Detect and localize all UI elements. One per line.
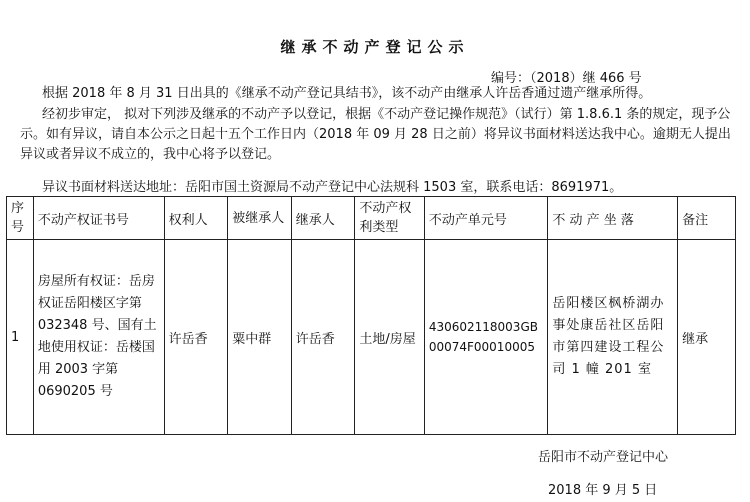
- table-header-row: [7, 197, 736, 240]
- cell-deceased: 粟中群: [228, 240, 292, 435]
- cell-location: 岳阳楼区枫桥湖办事处康岳社区岳阳市第四建设工程公司 1 幢 201 室: [548, 240, 678, 435]
- notice-title: 继承不动产登记公示: [280, 38, 470, 56]
- header-note: 备注: [678, 197, 736, 240]
- notice-table: [6, 196, 736, 435]
- header-no: 序号: [7, 197, 34, 240]
- header-location: 不 动 产 坐 落: [548, 197, 678, 240]
- header-right-type: 不动产权利类型: [355, 197, 425, 240]
- cell-owner: 许岳香: [164, 240, 228, 435]
- header-unit-no: 不动产单元号: [424, 197, 548, 240]
- cell-unit-no: 430602118003GB00074F00010005: [424, 240, 548, 435]
- paragraph-address: 异议书面材料送达地址：岳阳市国土资源局不动产登记中心法规科 1503 室，联系电话：8691971。: [42, 180, 623, 195]
- cell-heir: 许岳香: [291, 240, 355, 435]
- cell-right-type: 土地/房屋: [355, 240, 425, 435]
- signature-date: 2018 年 9 月 5 日: [548, 483, 658, 498]
- notice-number: 编号：（2018）继 466 号: [491, 71, 642, 86]
- table-row: [7, 240, 736, 435]
- cell-no: 1: [7, 240, 34, 435]
- signature-org: 岳阳市不动产登记中心: [538, 450, 669, 465]
- header-owner: 权利人: [164, 197, 228, 240]
- cell-cert: 房屋所有权证：岳房权证岳阳楼区字第 032348 号、国有土地使用权证：岳楼国用 2003 字第 0690205 号: [33, 240, 164, 435]
- cell-note: 继承: [678, 240, 736, 435]
- table-header: [7, 197, 736, 240]
- header-deceased: 被继承人: [228, 197, 292, 240]
- header-cert: 不动产权证书号: [33, 197, 164, 240]
- paragraph-review: 经初步审定， 拟对下列涉及继承的不动产予以登记，根据《不动产登记操作规范》（试行）第 1.8.6.1 条的规定，现予公示。如有异议，请自本公示之日起十五个工作日内（2018 年 09 月 28 日之前）将异议书面材料送达我中心。逾期无人提出异议或者异议不成立的，我中心将予以登记。: [20, 107, 731, 162]
- header-heir: 继承人: [291, 197, 355, 240]
- paragraph-basis: 根据 2018 年 8 月 31 日出具的《继承不动产登记具结书》，该不动产由继承人许岳香通过遗产继承所得。: [42, 86, 652, 101]
